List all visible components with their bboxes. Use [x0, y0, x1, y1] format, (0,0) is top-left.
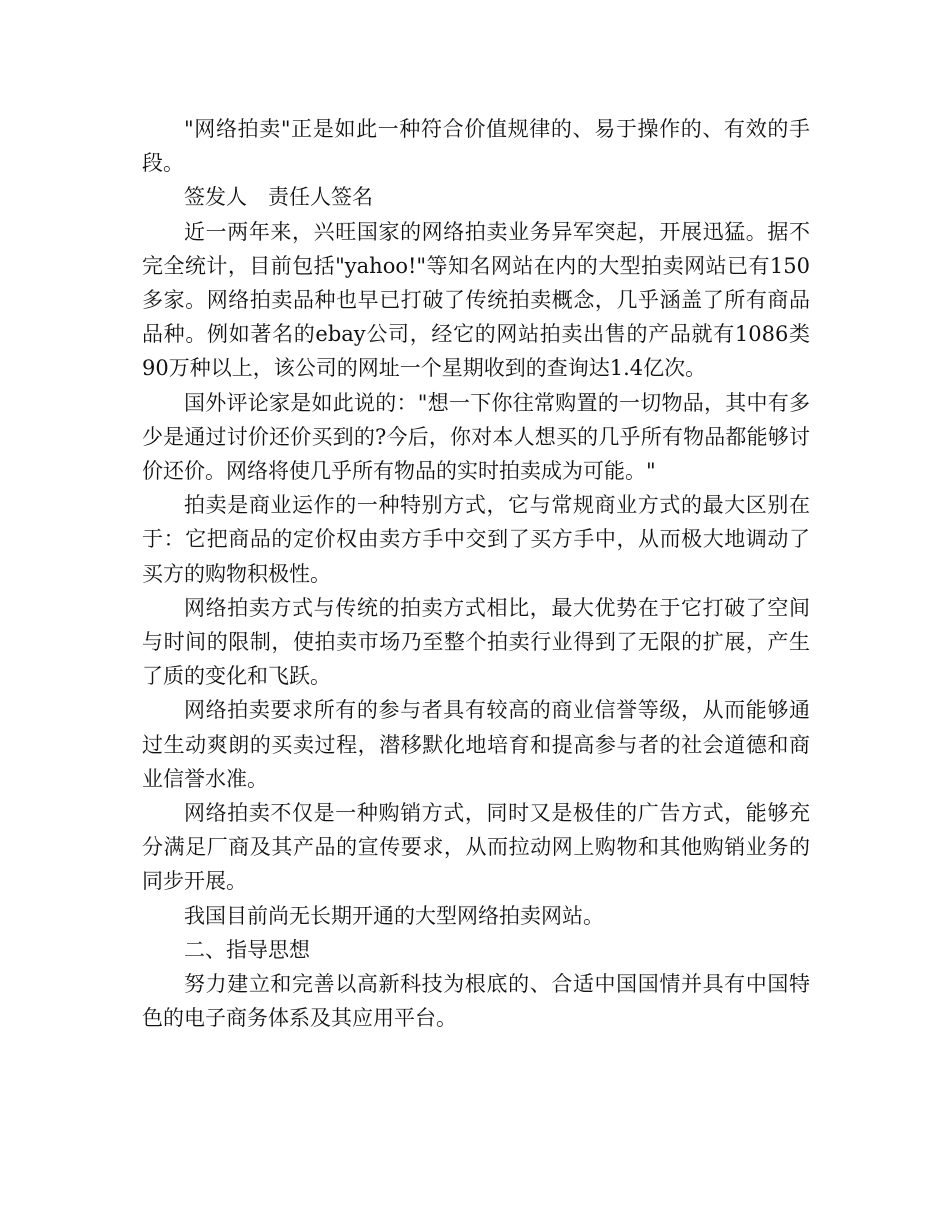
- paragraph-online-advantage: 网络拍卖方式与传统的拍卖方式相比，最大优势在于它打破了空间与时间的限制，使拍卖市场乃至整个拍卖行业得到了无限的扩展，产生了质的变化和飞跃。: [142, 595, 810, 689]
- paragraph-intro: "网络拍卖"正是如此一种符合价值规律的、易于操作的、有效的手段。: [142, 117, 810, 176]
- paragraph-domestic-status: 我国目前尚无长期开通的大型网络拍卖网站。: [184, 903, 604, 928]
- paragraph-guiding-ideology: 努力建立和完善以高新科技为根底的、合适中国国情并具有中国特色的电子商务体系及其应用平台。: [142, 972, 810, 1031]
- paragraph-advertising: 网络拍卖不仅是一种购销方式，同时又是极佳的广告方式，能够充分满足厂商及其产品的宣传要求，从而拉动网上购物和其他购销业务的同步开展。: [142, 801, 810, 894]
- paragraph-signature: 签发人 责任人签名: [184, 185, 373, 210]
- paragraph-overseas-development: 近一两年来，兴旺国家的网络拍卖业务异军突起，开展迅猛。据不完全统计，目前包括"yahoo!"等知名网站在内的大型拍卖网站已有150多家。网络拍卖品种也早已打破了传统拍卖概念，几乎涵盖了所有商品品种。例如著名的ebay公司，经它的网站拍卖出售的产品就有1086类90万种以上，该公司的网址一个星期收到的查询达1.4亿次。: [142, 219, 810, 381]
- paragraph-credit-requirement: 网络拍卖要求所有的参与者具有较高的商业信誉等级，从而能够通过生动爽朗的买卖过程，潜移默化地培育和提高参与者的社会道德和商业信誉水准。: [142, 698, 810, 791]
- document-body: [142, 112, 810, 1035]
- paragraph-critic-quote: 国外评论家是如此说的："想一下你往常购置的一切物品，其中有多少是通过讨价还价买到的?今后，你对本人想买的几乎所有物品都能够讨价还价。网络将使几乎所有物品的实时拍卖成为可能。": [142, 390, 810, 484]
- section-heading-guiding-ideology: 二、指导思想: [184, 937, 310, 962]
- paragraph-auction-definition: 拍卖是商业运作的一种特别方式，它与常规商业方式的最大区别在于：它把商品的定价权由卖方手中交到了买方手中，从而极大地调动了买方的购物积极性。: [142, 493, 810, 586]
